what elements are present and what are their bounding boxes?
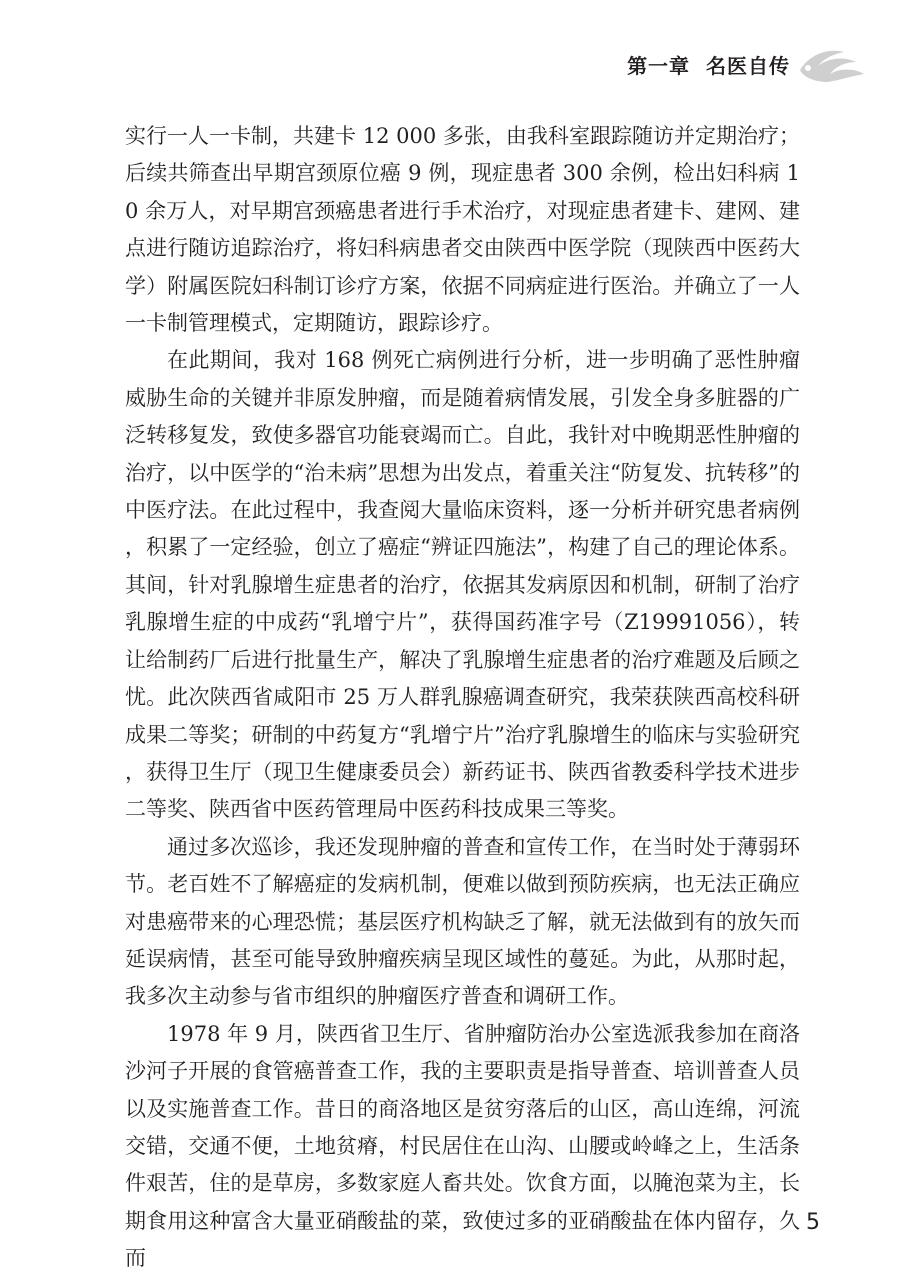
page-number: 5	[806, 1210, 820, 1235]
paragraph: 1978 年 9 月，陕西省卫生厅、省肿瘤防治办公室选派我参加在商洛沙河子开展的食管癌普查工作，我的主要职责是指导普查、培训普查人员以及实施普查工作。昔日的商洛地区是贫穷落后的山区，高山连绵，河流交错，交通不便，土地贫瘠，村民居住在山沟、山腰或岭峰之上，生活条件艰苦，住的是草房，多数家庭人畜共处。饮食方面，以腌泡菜为主，长期食用这种富含大量亚硝酸盐的菜，致使过多的亚硝酸盐在体内留存，久而	[125, 1021, 800, 1271]
swirl-ornament-icon	[794, 40, 868, 84]
paragraph: 实行一人一卡制，共建卡 12 000 多张，由我科室跟踪随访并定期治疗；后续共筛查出早期宫颈原位癌 9 例，现症患者 300 余例，检出妇科病 10 余万人，对早期宫颈癌患者进行手术治疗，对现症患者建卡、建网、建点进行随访追踪治疗，将妇科病患者交由陕西中医学院（现陕西中医药大学）附属医院妇科制订诊疗方案，依据不同病症进行医治。并确立了一人一卡制管理模式，定期随访，跟踪诊疗。	[125, 124, 800, 336]
chapter-label: 第一章	[627, 54, 691, 78]
book-section-title: 名医自传	[706, 54, 790, 78]
running-head-title	[627, 50, 790, 79]
paragraph: 通过多次巡诊，我还发现肿瘤的普查和宣传工作，在当时处于薄弱环节。老百姓不了解癌症的发病机制，便难以做到预防疾病，也无法正确应对患癌带来的心理恐慌；基层医疗机构缺乏了解，就无法做到有的放矢而延误病情，甚至可能导致肿瘤疾病呈现区域性的蔓延。为此，从那时起，我多次主动参与省市组织的肿瘤医疗普查和调研工作。	[125, 834, 800, 1009]
main-text	[125, 118, 800, 1278]
paragraph: 在此期间，我对 168 例死亡病例进行分析，进一步明确了恶性肿瘤威胁生命的关键并非原发肿瘤，而是随着病情发展，引发全身多脏器的广泛转移复发，致使多器官功能衰竭而亡。自此，我针对中晚期恶性肿瘤的治疗，以中医学的“治未病”思想为出发点，着重关注“防复发、抗转移”的中医疗法。在此过程中，我查阅大量临床资料，逐一分析并研究患者病例，积累了一定经验，创立了癌症“辨证四施法”，构建了自己的理论体系。其间，针对乳腺增生症患者的治疗，依据其发病原因和机制，研制了治疗乳腺增生症的中成药“乳增宁片”，获得国药准字号（Z19991056），转让给制药厂后进行批量生产，解决了乳腺增生症患者的治疗难题及后顾之忧。此次陕西省咸阳市 25 万人群乳腺癌调查研究，我荣获陕西高校科研成果二等奖；研制的中药复方“乳增宁片”治疗乳腺增生的临床与实验研究，获得卫生厅（现卫生健康委员会）新药证书、陕西省教委科学技术进步二等奖、陕西省中医药管理局中医药科技成果三等奖。	[125, 348, 800, 822]
running-header	[0, 0, 900, 96]
